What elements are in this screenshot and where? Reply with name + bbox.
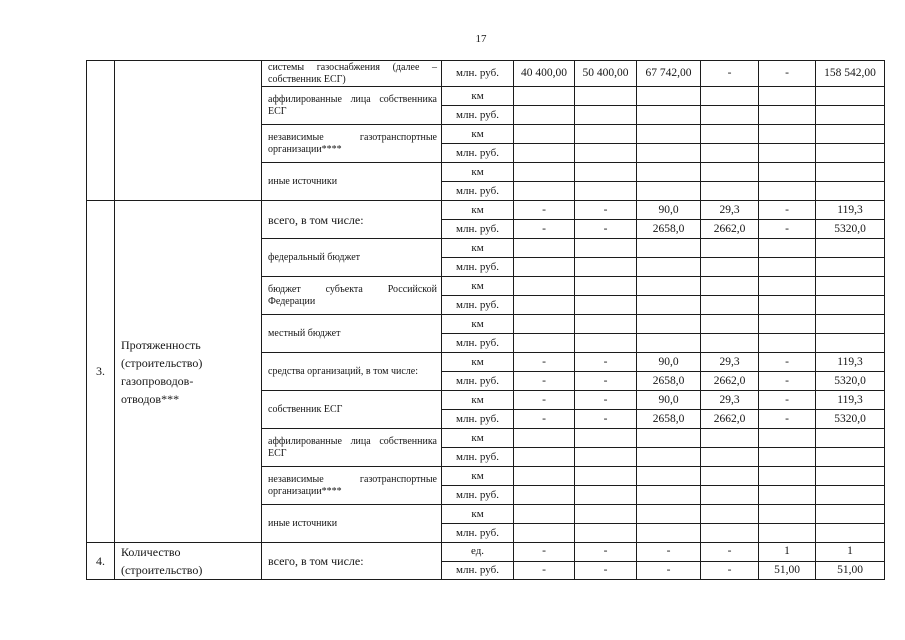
value-cell: 29,3 — [701, 201, 759, 220]
unit-cell: км — [442, 125, 514, 144]
unit-cell: млн. руб. — [442, 561, 514, 580]
value-cell — [759, 334, 816, 353]
value-cell — [514, 87, 575, 106]
value-cell — [816, 486, 885, 505]
value-cell — [575, 182, 637, 201]
value-cell: - — [514, 353, 575, 372]
unit-cell: млн. руб. — [442, 61, 514, 87]
unit-cell: млн. руб. — [442, 410, 514, 429]
value-cell — [701, 125, 759, 144]
value-cell — [514, 163, 575, 182]
value-cell — [514, 277, 575, 296]
value-cell — [637, 163, 701, 182]
funding-source: независимые газотранспортные организации**** — [262, 467, 442, 505]
value-cell — [816, 467, 885, 486]
value-cell: 51,00 — [759, 561, 816, 580]
value-cell — [514, 486, 575, 505]
value-cell — [637, 144, 701, 163]
value-cell — [816, 258, 885, 277]
value-cell — [575, 106, 637, 125]
value-cell — [759, 296, 816, 315]
unit-cell: км — [442, 87, 514, 106]
row-number: 4. — [87, 543, 115, 580]
value-cell — [575, 315, 637, 334]
value-cell — [701, 277, 759, 296]
value-cell — [575, 505, 637, 524]
value-cell: - — [759, 410, 816, 429]
value-cell — [575, 163, 637, 182]
value-cell: 119,3 — [816, 391, 885, 410]
value-cell — [575, 87, 637, 106]
value-cell — [759, 182, 816, 201]
value-cell — [637, 182, 701, 201]
table-row — [87, 61, 885, 87]
value-cell — [514, 258, 575, 277]
funding-source: средства организаций, в том числе: — [262, 353, 442, 391]
value-cell — [701, 144, 759, 163]
value-cell — [637, 524, 701, 543]
value-cell — [637, 467, 701, 486]
value-cell — [575, 258, 637, 277]
value-cell: 1 — [816, 543, 885, 562]
value-cell: 29,3 — [701, 391, 759, 410]
table-row — [87, 543, 885, 562]
unit-cell: млн. руб. — [442, 524, 514, 543]
value-cell: - — [575, 220, 637, 239]
value-cell — [514, 524, 575, 543]
value-cell — [759, 258, 816, 277]
funding-source: собственник ЕСГ — [262, 391, 442, 429]
unit-cell: км — [442, 239, 514, 258]
value-cell — [575, 486, 637, 505]
unit-cell: км — [442, 505, 514, 524]
value-cell — [816, 505, 885, 524]
value-cell: - — [637, 543, 701, 562]
value-cell: 29,3 — [701, 353, 759, 372]
value-cell: 2658,0 — [637, 410, 701, 429]
value-cell — [514, 505, 575, 524]
value-cell — [575, 429, 637, 448]
value-cell: 119,3 — [816, 201, 885, 220]
value-cell: 90,0 — [637, 353, 701, 372]
value-cell — [759, 315, 816, 334]
value-cell — [759, 125, 816, 144]
value-cell — [575, 144, 637, 163]
value-cell: - — [575, 372, 637, 391]
value-cell — [816, 87, 885, 106]
value-cell — [637, 505, 701, 524]
value-cell — [701, 505, 759, 524]
value-cell — [575, 239, 637, 258]
value-cell: 5320,0 — [816, 220, 885, 239]
value-cell — [816, 106, 885, 125]
value-cell: - — [514, 543, 575, 562]
value-cell — [514, 315, 575, 334]
value-cell — [759, 239, 816, 258]
value-cell — [514, 239, 575, 258]
unit-cell: млн. руб. — [442, 144, 514, 163]
value-cell — [816, 163, 885, 182]
value-cell: - — [759, 220, 816, 239]
value-cell: - — [759, 372, 816, 391]
value-cell — [575, 277, 637, 296]
value-cell: - — [575, 201, 637, 220]
row-number — [87, 61, 115, 201]
value-cell — [701, 315, 759, 334]
indicator-name — [115, 61, 262, 201]
value-cell — [701, 296, 759, 315]
value-cell — [701, 334, 759, 353]
value-cell — [637, 448, 701, 467]
value-cell — [514, 144, 575, 163]
value-cell: 50 400,00 — [575, 61, 637, 87]
value-cell — [759, 467, 816, 486]
value-cell — [816, 239, 885, 258]
value-cell — [637, 277, 701, 296]
unit-cell: млн. руб. — [442, 106, 514, 125]
value-cell — [637, 315, 701, 334]
funding-source: федеральный бюджет — [262, 239, 442, 277]
value-cell: - — [514, 391, 575, 410]
unit-cell: км — [442, 315, 514, 334]
value-cell: 67 742,00 — [637, 61, 701, 87]
unit-cell: млн. руб. — [442, 372, 514, 391]
value-cell — [701, 182, 759, 201]
unit-cell: млн. руб. — [442, 220, 514, 239]
table-row — [87, 201, 885, 220]
indicator-table — [86, 60, 885, 580]
value-cell: - — [514, 201, 575, 220]
value-cell — [575, 125, 637, 144]
value-cell: - — [701, 61, 759, 87]
value-cell — [816, 334, 885, 353]
value-cell — [759, 486, 816, 505]
value-cell — [637, 125, 701, 144]
value-cell — [575, 334, 637, 353]
funding-source: бюджет субъекта Российской Федерации — [262, 277, 442, 315]
value-cell — [701, 163, 759, 182]
value-cell: 2658,0 — [637, 220, 701, 239]
value-cell: 2662,0 — [701, 220, 759, 239]
value-cell: 2662,0 — [701, 372, 759, 391]
unit-cell: млн. руб. — [442, 486, 514, 505]
unit-cell: млн. руб. — [442, 296, 514, 315]
value-cell — [816, 277, 885, 296]
unit-cell: км — [442, 163, 514, 182]
funding-source: аффилированные лица собственника ЕСГ — [262, 87, 442, 125]
value-cell — [759, 277, 816, 296]
value-cell: - — [701, 543, 759, 562]
value-cell: 2662,0 — [701, 410, 759, 429]
value-cell — [575, 448, 637, 467]
value-cell — [514, 334, 575, 353]
value-cell — [514, 448, 575, 467]
value-cell: - — [514, 561, 575, 580]
value-cell: 2658,0 — [637, 372, 701, 391]
unit-cell: км — [442, 391, 514, 410]
value-cell — [701, 486, 759, 505]
value-cell: - — [514, 220, 575, 239]
value-cell — [759, 87, 816, 106]
value-cell: - — [514, 372, 575, 391]
value-cell: - — [514, 410, 575, 429]
value-cell — [637, 239, 701, 258]
unit-cell: млн. руб. — [442, 182, 514, 201]
table-body — [87, 61, 885, 580]
unit-cell: км — [442, 201, 514, 220]
unit-cell: км — [442, 277, 514, 296]
funding-source: иные источники — [262, 505, 442, 543]
unit-cell: км — [442, 353, 514, 372]
value-cell: 5320,0 — [816, 410, 885, 429]
value-cell — [816, 182, 885, 201]
value-cell: - — [759, 353, 816, 372]
value-cell: - — [701, 561, 759, 580]
value-cell — [514, 182, 575, 201]
funding-source: аффилированные лица собственника ЕСГ — [262, 429, 442, 467]
value-cell — [701, 239, 759, 258]
value-cell — [701, 87, 759, 106]
value-cell: - — [575, 561, 637, 580]
unit-cell: млн. руб. — [442, 448, 514, 467]
funding-source: системы газоснабжения (далее – собственник ЕСГ) — [262, 61, 442, 87]
value-cell — [637, 106, 701, 125]
value-cell: - — [759, 201, 816, 220]
value-cell — [816, 296, 885, 315]
value-cell: 90,0 — [637, 201, 701, 220]
value-cell — [575, 524, 637, 543]
value-cell — [816, 144, 885, 163]
value-cell — [514, 296, 575, 315]
funding-source: всего, в том числе: — [262, 543, 442, 580]
value-cell — [759, 106, 816, 125]
value-cell — [701, 467, 759, 486]
value-cell — [514, 429, 575, 448]
funding-source: всего, в том числе: — [262, 201, 442, 239]
value-cell — [759, 144, 816, 163]
page-number: 17 — [475, 33, 487, 45]
value-cell: - — [759, 391, 816, 410]
value-cell: - — [637, 561, 701, 580]
unit-cell: ед. — [442, 543, 514, 562]
unit-cell: млн. руб. — [442, 334, 514, 353]
value-cell — [816, 524, 885, 543]
row-number: 3. — [87, 201, 115, 543]
value-cell: 1 — [759, 543, 816, 562]
unit-cell: км — [442, 467, 514, 486]
value-cell — [701, 258, 759, 277]
indicator-name: Протяженность (строительство) газопроводов-отводов*** — [115, 201, 262, 543]
value-cell — [701, 524, 759, 543]
value-cell — [759, 448, 816, 467]
value-cell: 5320,0 — [816, 372, 885, 391]
funding-source: местный бюджет — [262, 315, 442, 353]
value-cell — [637, 486, 701, 505]
value-cell — [514, 106, 575, 125]
value-cell: - — [575, 410, 637, 429]
funding-source: иные источники — [262, 163, 442, 201]
value-cell — [637, 296, 701, 315]
unit-cell: млн. руб. — [442, 258, 514, 277]
value-cell: - — [759, 61, 816, 87]
value-cell — [759, 429, 816, 448]
value-cell: 40 400,00 — [514, 61, 575, 87]
value-cell — [575, 467, 637, 486]
unit-cell: км — [442, 429, 514, 448]
value-cell: - — [575, 543, 637, 562]
value-cell — [759, 163, 816, 182]
value-cell: 158 542,00 — [816, 61, 885, 87]
value-cell — [759, 505, 816, 524]
value-cell — [514, 467, 575, 486]
value-cell — [759, 524, 816, 543]
value-cell — [816, 125, 885, 144]
value-cell — [637, 258, 701, 277]
value-cell: 90,0 — [637, 391, 701, 410]
value-cell — [637, 87, 701, 106]
value-cell — [637, 429, 701, 448]
value-cell — [701, 429, 759, 448]
value-cell: - — [575, 353, 637, 372]
funding-source: независимые газотранспортные организации**** — [262, 125, 442, 163]
value-cell: 51,00 — [816, 561, 885, 580]
value-cell — [816, 448, 885, 467]
value-cell — [816, 429, 885, 448]
indicator-name: Количество (строительство) — [115, 543, 262, 580]
value-cell — [575, 296, 637, 315]
value-cell — [701, 448, 759, 467]
value-cell — [637, 334, 701, 353]
value-cell: - — [575, 391, 637, 410]
value-cell: 119,3 — [816, 353, 885, 372]
value-cell — [701, 106, 759, 125]
value-cell — [514, 125, 575, 144]
value-cell — [816, 315, 885, 334]
